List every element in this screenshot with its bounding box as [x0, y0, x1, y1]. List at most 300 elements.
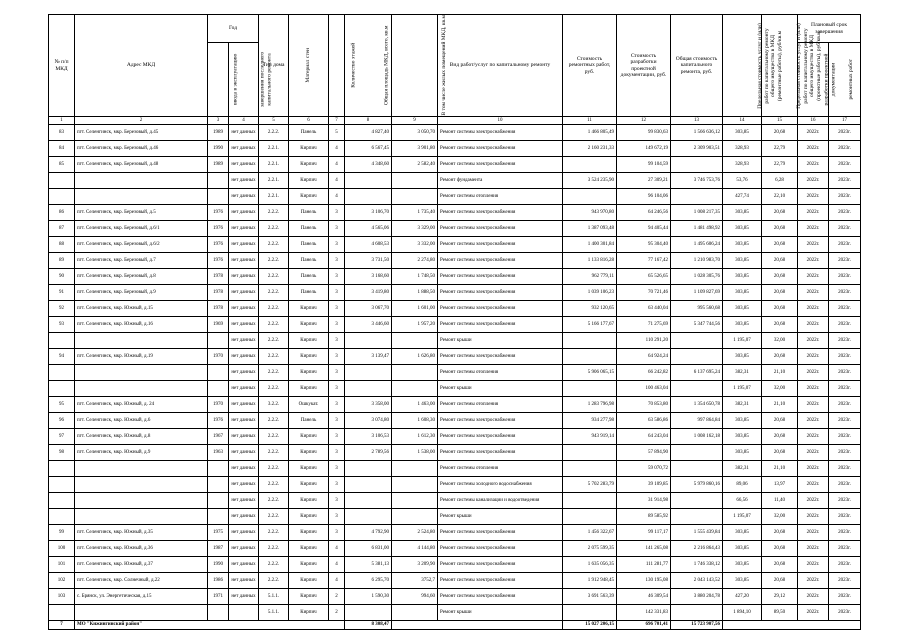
row-limit-cost-1: 66,56: [723, 493, 762, 509]
row-limit-cost-1: 303,85: [723, 285, 762, 301]
row-num: [49, 493, 75, 509]
row-year-last-repair: нет данных: [229, 461, 259, 477]
table-row: [49, 189, 861, 205]
row-limit-cost-2: 20,68: [762, 573, 798, 589]
row-wall-material: Кирпич: [289, 349, 329, 365]
row-address: пгт. Селенгинск, мкр. Березовый, д.45: [75, 125, 208, 141]
row-deadline-works: 2023г.: [829, 269, 861, 285]
row-deadline-works: 2023г.: [829, 157, 861, 173]
row-work-cost: 1 912 948,45: [563, 573, 617, 589]
row-total-area: 4 827,40: [345, 125, 392, 141]
row-house-type: 2.2.2.: [259, 205, 289, 221]
row-year-last-repair: нет данных: [229, 413, 259, 429]
row-premises-area: 1 538,00: [392, 445, 438, 461]
row-address: пгт. Селенгинск, мкр. Южный, д.37: [75, 557, 208, 573]
row-deadline-design: 2022г.: [798, 541, 829, 557]
row-house-type: 2.2.2.: [259, 509, 289, 525]
row-deadline-works: 2023г.: [829, 173, 861, 189]
row-work-type: Ремонт системы канализации и водоотведения: [438, 493, 563, 509]
row-design-cost: 64 924,24: [617, 349, 671, 365]
row-limit-cost-2: 20,68: [762, 541, 798, 557]
row-work-type: Ремонт системы электроснабжения: [438, 525, 563, 541]
row-address: [75, 493, 208, 509]
row-wall-material: Кирпич: [289, 589, 329, 605]
row-design-cost: 66 242,82: [617, 365, 671, 381]
row-total-cost: [671, 509, 723, 525]
hdr-wall-material: Материал стен: [305, 48, 312, 83]
row-limit-cost-1: 328,93: [723, 157, 762, 173]
row-work-cost: [563, 605, 617, 621]
row-floors: 3: [329, 397, 345, 413]
row-limit-cost-2: 22,79: [762, 141, 798, 157]
row-total-cost: 1 354 650,78: [671, 397, 723, 413]
row-house-type: 2.2.2.: [259, 269, 289, 285]
column-number: 16: [798, 117, 829, 125]
row-deadline-works: 2023г.: [829, 333, 861, 349]
row-design-cost: 63 586,86: [617, 413, 671, 429]
column-number: 3: [208, 117, 229, 125]
row-limit-cost-1: 1 195,07: [723, 381, 762, 397]
row-floors: 3: [329, 461, 345, 477]
total-label: МО "Кижингинский район": [75, 621, 345, 630]
row-wall-material: Панель: [289, 205, 329, 221]
row-year-commission: 1978: [208, 285, 229, 301]
row-wall-material: Кирпич: [289, 365, 329, 381]
row-address: пгт. Селенгинск, мкр. Южный, д.36: [75, 541, 208, 557]
row-floors: 3: [329, 509, 345, 525]
row-total-cost: [671, 189, 723, 205]
row-work-type: Ремонт системы электроснабжения: [438, 445, 563, 461]
row-limit-cost-2: 20,68: [762, 557, 798, 573]
row-house-type: 2.2.2.: [259, 461, 289, 477]
row-wall-material: Кирпич: [289, 173, 329, 189]
row-num: [49, 381, 75, 397]
row-design-cost: 64 246,56: [617, 205, 671, 221]
row-deadline-works: 2023г.: [829, 557, 861, 573]
row-limit-cost-2: 6,28: [762, 173, 798, 189]
row-limit-cost-2: 13,97: [762, 477, 798, 493]
row-deadline-design: 2022г.: [798, 429, 829, 445]
row-deadline-works: 2023г.: [829, 477, 861, 493]
row-deadline-design: 2022г.: [798, 189, 829, 205]
row-house-type: 2.2.2.: [259, 429, 289, 445]
row-limit-cost-2: 32,00: [762, 333, 798, 349]
hdr-limit-cost-2: Предельная стоимость услуг и (или) работ по капитальному ремонту общего имущества в МКД (проектные работы), руб/кв.м: [796, 22, 822, 109]
row-limit-cost-1: 303,85: [723, 349, 762, 365]
row-year-commission: 1970: [208, 397, 229, 413]
row-limit-cost-1: 303,85: [723, 429, 762, 445]
row-deadline-design: 2022г.: [798, 413, 829, 429]
row-floors: 3: [329, 301, 345, 317]
row-deadline-design: 2022г.: [798, 285, 829, 301]
row-deadline-works: 2023г.: [829, 285, 861, 301]
row-total-cost: 1 746 338,12: [671, 557, 723, 573]
row-deadline-works: 2023г.: [829, 205, 861, 221]
row-work-cost: 1 466 805,49: [563, 125, 617, 141]
row-num: 89: [49, 253, 75, 269]
row-premises-area: [392, 493, 438, 509]
row-limit-cost-1: 303,85: [723, 557, 762, 573]
row-wall-material: Кирпич: [289, 509, 329, 525]
row-deadline-design: 2022г.: [798, 477, 829, 493]
row-limit-cost-2: 22,10: [762, 189, 798, 205]
row-work-cost: [563, 461, 617, 477]
row-year-commission: [208, 493, 229, 509]
row-work-cost: 1 456 322,67: [563, 525, 617, 541]
row-total-cost: [671, 445, 723, 461]
row-premises-area: [392, 477, 438, 493]
row-floors: 4: [329, 573, 345, 589]
row-deadline-works: 2023г.: [829, 253, 861, 269]
row-year-last-repair: нет данных: [229, 205, 259, 221]
column-number: 8: [345, 117, 392, 125]
row-work-type: Ремонт системы отопления: [438, 189, 563, 205]
row-deadline-works: 2023г.: [829, 413, 861, 429]
row-year-last-repair: нет данных: [229, 541, 259, 557]
row-work-cost: 5 166 177,67: [563, 317, 617, 333]
row-year-last-repair: нет данных: [229, 573, 259, 589]
row-house-type: 2.2.2.: [259, 253, 289, 269]
row-year-commission: 1986: [208, 573, 229, 589]
row-year-commission: 1989: [208, 157, 229, 173]
row-limit-cost-1: 382,31: [723, 461, 762, 477]
row-design-cost: 59 070,72: [617, 461, 671, 477]
row-total-area: [345, 173, 392, 189]
row-total-area: [345, 509, 392, 525]
row-year-commission: 1976: [208, 253, 229, 269]
table-row: [49, 605, 861, 621]
row-floors: 4: [329, 157, 345, 173]
row-limit-cost-1: 303,85: [723, 413, 762, 429]
row-work-cost: 1 283 796,98: [563, 397, 617, 413]
row-total-cost: 1 210 983,70: [671, 253, 723, 269]
total-work-cost: 15 027 206,15: [563, 621, 617, 630]
row-design-cost: 89 585,92: [617, 509, 671, 525]
row-total-area: [345, 365, 392, 381]
row-limit-cost-2: 20,68: [762, 221, 798, 237]
row-deadline-works: 2023г.: [829, 189, 861, 205]
row-wall-material: Панель: [289, 253, 329, 269]
row-work-cost: 932 120,65: [563, 301, 617, 317]
row-total-area: 3 358,00: [345, 397, 392, 413]
row-design-cost: 63 440,04: [617, 301, 671, 317]
row-deadline-works: 2023г.: [829, 589, 861, 605]
row-year-commission: [208, 189, 229, 205]
table-row: [49, 173, 861, 189]
row-deadline-works: 2023г.: [829, 141, 861, 157]
row-year-commission: 1978: [208, 301, 229, 317]
row-floors: 5: [329, 125, 345, 141]
row-num: [49, 189, 75, 205]
row-design-cost: 65 526,65: [617, 269, 671, 285]
row-num: 85: [49, 157, 75, 173]
row-address: [75, 477, 208, 493]
row-wall-material: Кирпич: [289, 381, 329, 397]
row-house-type: 5.1.1.: [259, 589, 289, 605]
row-limit-cost-2: 21,10: [762, 397, 798, 413]
row-limit-cost-2: 32,00: [762, 509, 798, 525]
row-num: [49, 461, 75, 477]
table-row: [49, 269, 861, 285]
row-total-area: 3 168,60: [345, 269, 392, 285]
table-row: [49, 557, 861, 573]
row-deadline-design: 2022г.: [798, 493, 829, 509]
row-floors: 3: [329, 333, 345, 349]
row-wall-material: Кирпич: [289, 445, 329, 461]
row-address: пгт. Селенгинск, мкр. Березовый, д.8: [75, 269, 208, 285]
row-house-type: 2.2.2.: [259, 221, 289, 237]
row-num: 83: [49, 125, 75, 141]
row-address: пгт. Селенгинск, мкр. Южный, д.8: [75, 429, 208, 445]
row-design-cost: 96 104,06: [617, 189, 671, 205]
row-address: пгт. Селенгинск, мкр. Березовый, д.7: [75, 253, 208, 269]
row-deadline-works: 2023г.: [829, 509, 861, 525]
row-wall-material: Кирпич: [289, 605, 329, 621]
row-year-last-repair: нет данных: [229, 125, 259, 141]
row-total-area: [345, 493, 392, 509]
row-total-area: 4 348,60: [345, 157, 392, 173]
row-house-type: 2.2.2.: [259, 237, 289, 253]
row-limit-cost-2: 20,68: [762, 317, 798, 333]
hdr-house-type: Тип дома: [259, 15, 289, 117]
row-floors: 2: [329, 589, 345, 605]
row-deadline-works: 2023г.: [829, 237, 861, 253]
row-premises-area: 3 332,00: [392, 237, 438, 253]
row-premises-area: 3 209,90: [392, 557, 438, 573]
row-num: [49, 605, 75, 621]
row-total-area: 6 295,70: [345, 573, 392, 589]
row-address: пгт. Селенгинск, мкр. Березовый, д.48: [75, 157, 208, 173]
row-wall-material: Кирпич: [289, 557, 329, 573]
row-floors: 3: [329, 269, 345, 285]
row-year-last-repair: нет данных: [229, 237, 259, 253]
total-row: [49, 621, 861, 630]
row-address: [75, 189, 208, 205]
row-floors: 3: [329, 349, 345, 365]
row-year-last-repair: [229, 605, 259, 621]
row-year-commission: 1989: [208, 125, 229, 141]
row-address: пгт. Селенгинск, мкр. Березовый, д.6/2: [75, 237, 208, 253]
row-limit-cost-1: 303,85: [723, 317, 762, 333]
row-deadline-works: 2023г.: [829, 125, 861, 141]
row-deadline-design: 2022г.: [798, 317, 829, 333]
hdr-total-area: Общая площадь МКД, всего, кв.м: [383, 25, 390, 106]
row-wall-material: Кирпич: [289, 477, 329, 493]
row-floors: 3: [329, 413, 345, 429]
row-num: 88: [49, 237, 75, 253]
row-limit-cost-1: 427,20: [723, 589, 762, 605]
row-work-cost: 962 779,11: [563, 269, 617, 285]
total-empty: [392, 621, 563, 630]
row-num: 97: [49, 429, 75, 445]
row-limit-cost-2: 20,68: [762, 125, 798, 141]
row-work-type: Ремонт системы электроснабжения: [438, 253, 563, 269]
row-limit-cost-1: 382,31: [723, 365, 762, 381]
row-address: пгт. Селенгинск, мкр. Южный, д.35: [75, 525, 208, 541]
column-number: 17: [829, 117, 861, 125]
repair-table: [48, 14, 861, 630]
row-house-type: 2.2.2.: [259, 381, 289, 397]
row-num: [49, 333, 75, 349]
row-design-cost: 70 721,46: [617, 285, 671, 301]
row-year-last-repair: нет данных: [229, 397, 259, 413]
row-work-type: Ремонт крыши: [438, 605, 563, 621]
row-num: 100: [49, 541, 75, 557]
row-year-commission: [208, 605, 229, 621]
row-total-area: 1 590,30: [345, 589, 392, 605]
row-limit-cost-1: 1 195,07: [723, 509, 762, 525]
row-total-area: 3 074,80: [345, 413, 392, 429]
row-num: 86: [49, 205, 75, 221]
row-deadline-design: 2022г.: [798, 125, 829, 141]
row-total-area: 3 446,60: [345, 317, 392, 333]
row-year-commission: 1987: [208, 541, 229, 557]
row-address: пгт. Селенгинск, мкр. Южный, д.15: [75, 301, 208, 317]
row-work-cost: [563, 445, 617, 461]
row-wall-material: Ошкукат.: [289, 397, 329, 413]
row-design-cost: 99 830,63: [617, 125, 671, 141]
row-work-type: Ремонт системы электроснабжения: [438, 141, 563, 157]
row-year-commission: 1969: [208, 317, 229, 333]
row-work-cost: 5 702 283,79: [563, 477, 617, 493]
row-total-cost: [671, 605, 723, 621]
row-year-last-repair: нет данных: [229, 365, 259, 381]
row-limit-cost-2: 20,68: [762, 445, 798, 461]
row-year-commission: 1976: [208, 413, 229, 429]
row-limit-cost-1: 303,85: [723, 525, 762, 541]
row-work-type: Ремонт системы электроснабжения: [438, 557, 563, 573]
row-deadline-works: 2023г.: [829, 317, 861, 333]
row-wall-material: Кирпич: [289, 157, 329, 173]
row-deadline-design: 2022г.: [798, 349, 829, 365]
row-address: пгт. Селенгинск, мкр. Южный, д. 24: [75, 397, 208, 413]
row-total-cost: [671, 381, 723, 397]
row-year-commission: [208, 477, 229, 493]
row-work-type: Ремонт системы электроснабжения: [438, 349, 563, 365]
row-num: 101: [49, 557, 75, 573]
row-floors: 3: [329, 477, 345, 493]
row-year-last-repair: нет данных: [229, 429, 259, 445]
row-premises-area: [392, 333, 438, 349]
row-total-cost: 1 495 606,24: [671, 237, 723, 253]
row-house-type: 2.2.2.: [259, 365, 289, 381]
row-house-type: 2.2.2.: [259, 333, 289, 349]
row-design-cost: 31 914,98: [617, 493, 671, 509]
row-year-last-repair: нет данных: [229, 269, 259, 285]
column-number: 12: [617, 117, 671, 125]
row-deadline-design: 2022г.: [798, 221, 829, 237]
row-work-type: Ремонт системы электроснабжения: [438, 573, 563, 589]
row-wall-material: Кирпич: [289, 493, 329, 509]
row-work-type: Ремонт системы электроснабжения: [438, 237, 563, 253]
row-year-commission: [208, 461, 229, 477]
row-limit-cost-1: 328,93: [723, 141, 762, 157]
row-limit-cost-2: 20,68: [762, 413, 798, 429]
row-year-last-repair: нет данных: [229, 509, 259, 525]
row-address: пгт. Селенгинск, мкр. Южный, д.16: [75, 317, 208, 333]
row-year-commission: [208, 173, 229, 189]
total-empty: [723, 621, 861, 630]
hdr-premises-area: В том числе жилых помещений МКД, кв.м: [440, 15, 447, 116]
row-total-area: 5 381,13: [345, 557, 392, 573]
table-row: [49, 221, 861, 237]
row-address: [75, 365, 208, 381]
hdr-deadline-group: Плановый срок завершения: [798, 15, 861, 43]
row-deadline-works: 2023г.: [829, 429, 861, 445]
row-address: пгт. Селенгинск, мкр. Березовый, д.6/1: [75, 221, 208, 237]
row-work-type: Ремонт фундамента: [438, 173, 563, 189]
row-num: [49, 173, 75, 189]
row-work-cost: [563, 493, 617, 509]
row-limit-cost-1: 89,06: [723, 477, 762, 493]
row-address: пгт. Селенгинск, мкр. Солнечный, д.22: [75, 573, 208, 589]
row-premises-area: 3 329,00: [392, 221, 438, 237]
row-total-cost: 1 481 498,92: [671, 221, 723, 237]
row-limit-cost-1: 303,85: [723, 573, 762, 589]
row-premises-area: [392, 605, 438, 621]
row-design-cost: 149 672,19: [617, 141, 671, 157]
row-deadline-design: 2022г.: [798, 141, 829, 157]
row-design-cost: 95 304,40: [617, 237, 671, 253]
row-limit-cost-2: 20,68: [762, 237, 798, 253]
row-limit-cost-1: 303,85: [723, 269, 762, 285]
row-house-type: 2.2.2.: [259, 445, 289, 461]
row-year-commission: 1976: [208, 237, 229, 253]
row-limit-cost-1: 303,85: [723, 221, 762, 237]
row-work-type: Ремонт системы электроснабжения: [438, 413, 563, 429]
row-work-cost: [563, 349, 617, 365]
row-floors: 4: [329, 189, 345, 205]
row-wall-material: Панель: [289, 269, 329, 285]
row-year-commission: [208, 381, 229, 397]
row-address: [75, 381, 208, 397]
row-total-cost: [671, 333, 723, 349]
row-wall-material: Кирпич: [289, 333, 329, 349]
table-row: [49, 317, 861, 333]
row-total-cost: 3 880 204,78: [671, 589, 723, 605]
hdr-year-group: Год: [208, 15, 259, 43]
column-number: 7: [329, 117, 345, 125]
row-deadline-design: 2022г.: [798, 445, 829, 461]
hdr-year-commission: ввода в эксплуатацию: [232, 53, 239, 106]
row-year-last-repair: нет данных: [229, 477, 259, 493]
row-premises-area: [392, 189, 438, 205]
row-deadline-works: 2023г.: [829, 301, 861, 317]
row-num: [49, 477, 75, 493]
total-num: 7: [49, 621, 75, 630]
row-premises-area: 3 050,70: [392, 125, 438, 141]
row-year-commission: 1967: [208, 429, 229, 445]
row-premises-area: 4 144,80: [392, 541, 438, 557]
row-work-cost: 2 075 599,35: [563, 541, 617, 557]
row-total-cost: 3 746 753,76: [671, 173, 723, 189]
column-number-row: [49, 117, 861, 125]
row-total-cost: 2 043 143,52: [671, 573, 723, 589]
row-wall-material: Панель: [289, 221, 329, 237]
table-row: [49, 573, 861, 589]
row-design-cost: 99 117,17: [617, 525, 671, 541]
row-total-area: 6 567,45: [345, 141, 392, 157]
row-floors: 2: [329, 605, 345, 621]
row-work-type: Ремонт системы отопления: [438, 365, 563, 381]
row-wall-material: Кирпич: [289, 429, 329, 445]
table-row: [49, 589, 861, 605]
row-year-commission: 1978: [208, 269, 229, 285]
row-design-cost: 46 309,54: [617, 589, 671, 605]
row-floors: 3: [329, 493, 345, 509]
row-work-cost: [563, 333, 617, 349]
hdr-deadline-design: разработки проектной документации: [823, 53, 836, 106]
